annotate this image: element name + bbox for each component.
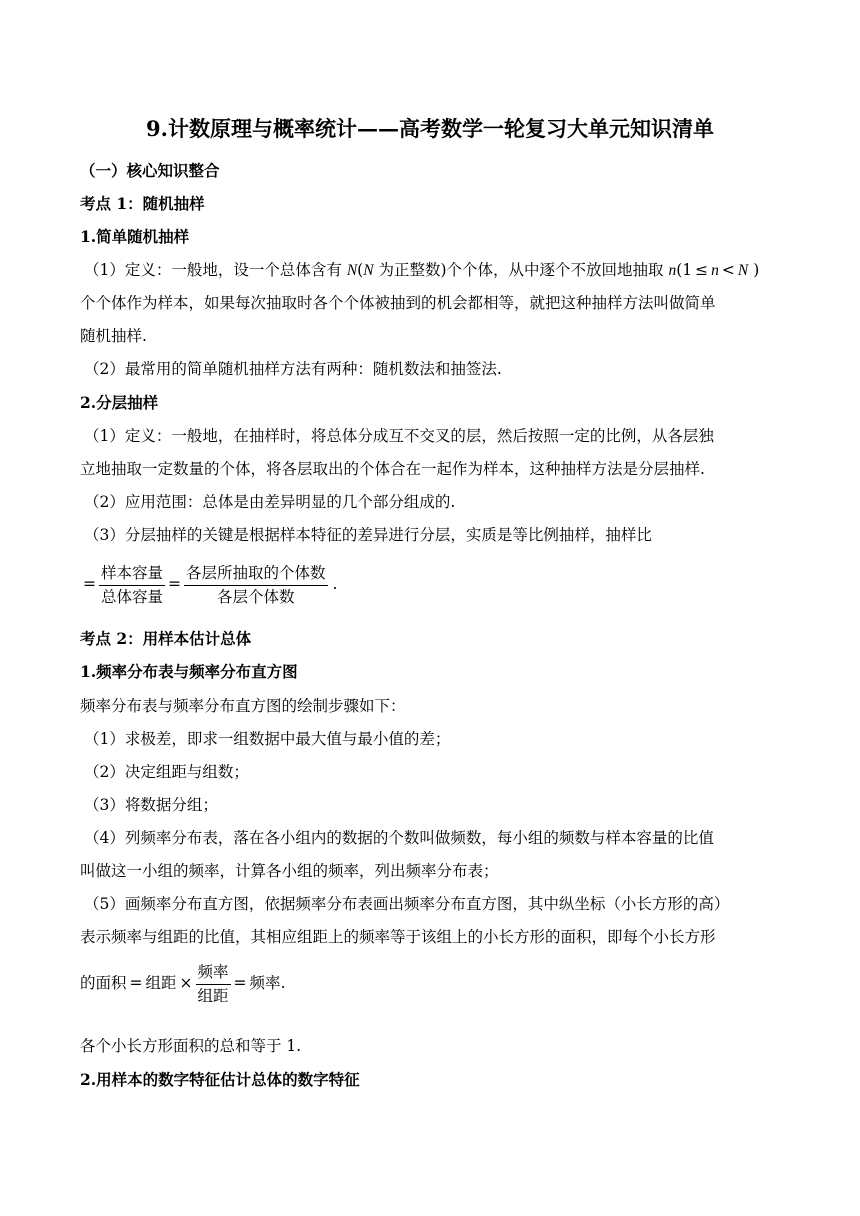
frequency-distribution-heading: 1.频率分布表与频率分布直方图 xyxy=(80,662,298,681)
step-4-line-2: 叫做这一小组的频率，计算各小组的频率，列出频率分布表； xyxy=(80,862,499,880)
step-3: （3）将数据分组； xyxy=(84,796,218,814)
fraction: $\frac{\text{样本容量}}{\text{总体容量}}$ xyxy=(101,563,164,606)
stratified-sampling-heading: 2.分层抽样 xyxy=(80,393,159,412)
area-sum-note: 各个小长方形面积的总和等于 1. xyxy=(80,1037,302,1055)
steps-intro: 频率分布表与频率分布直方图的绘制步骤如下： xyxy=(80,697,406,715)
simple-random-sampling-heading: 1.简单随机抽样 xyxy=(80,227,190,246)
definition-line-3: 随机抽样. xyxy=(80,327,147,345)
kaodian1-heading: 考点 1：随机抽样 xyxy=(80,194,205,213)
stratified-definition-line-1: （1）定义：一般地，在抽样时，将总体分成互不交叉的层，然后按照一定的比例，从各层独 xyxy=(84,427,714,445)
area-formula: 的面积 = 组距 × $\frac{\text{频率}}{\text{组距}}$ = 频率. xyxy=(80,962,286,1005)
methods-paragraph: （2）最常用的简单随机抽样方法有两种：随机数法和抽签法. xyxy=(84,360,502,378)
sampling-ratio-formula: = $\frac{\text{样本容量}}{\text{总体容量}}$ = $\frac{\text{各层所抽取的个体数}}{\text{各层个体数}}$ . xyxy=(83,563,338,606)
page-title: 9.计数原理与概率统计——高考数学一轮复习大单元知识清单 xyxy=(146,116,714,141)
step-4-line-1: （4）列频率分布表，落在各小组内的数据的个数叫做频数，每小组的频数与样本容量的比值 xyxy=(84,829,714,847)
stratified-definition-line-2: 立地抽取一定数量的个体，将各层取出的个体合在一起作为样本，这种抽样方法是分层抽样. xyxy=(80,460,705,478)
step-5-line-1: （5）画频率分布直方图，依据频率分布表画出频率分布直方图，其中纵坐标（小长方形的高） xyxy=(84,895,730,913)
definition-line-1: （1）定义：一般地，设一个总体含有 N(N 为正整数)个个体，从中逐个不放回地抽取 n(1 ≤ n < N ) xyxy=(84,261,760,279)
step-1: （1）求极差，即求一组数据中最大值与最小值的差； xyxy=(84,730,451,748)
step-2: （2）决定组距与组数； xyxy=(84,763,249,781)
fraction: $\frac{\text{频率}}{\text{组距}}$ xyxy=(197,962,229,1005)
section-heading: （一）核心知识整合 xyxy=(80,161,220,180)
step-5-line-2: 表示频率与组距的比值，其相应组距上的频率等于该组上的小长方形的面积，即每个小长方形 xyxy=(80,928,716,946)
kaodian2-heading: 考点 2：用样本估计总体 xyxy=(80,629,252,648)
application-scope: （2）应用范围：总体是由差异明显的几个部分组成的. xyxy=(84,493,456,511)
stratified-key-point: （3）分层抽样的关键是根据样本特征的差异进行分层，实质是等比例抽样，抽样比 xyxy=(84,526,652,544)
fraction: $\frac{\text{各层所抽取的个体数}}{\text{各层个体数}}$ xyxy=(186,563,326,606)
definition-line-2: 个个体作为样本，如果每次抽取时各个个体被抽到的机会都相等，就把这种抽样方法叫做简单 xyxy=(80,294,716,312)
numeric-features-heading: 2.用样本的数字特征估计总体的数字特征 xyxy=(80,1070,360,1089)
